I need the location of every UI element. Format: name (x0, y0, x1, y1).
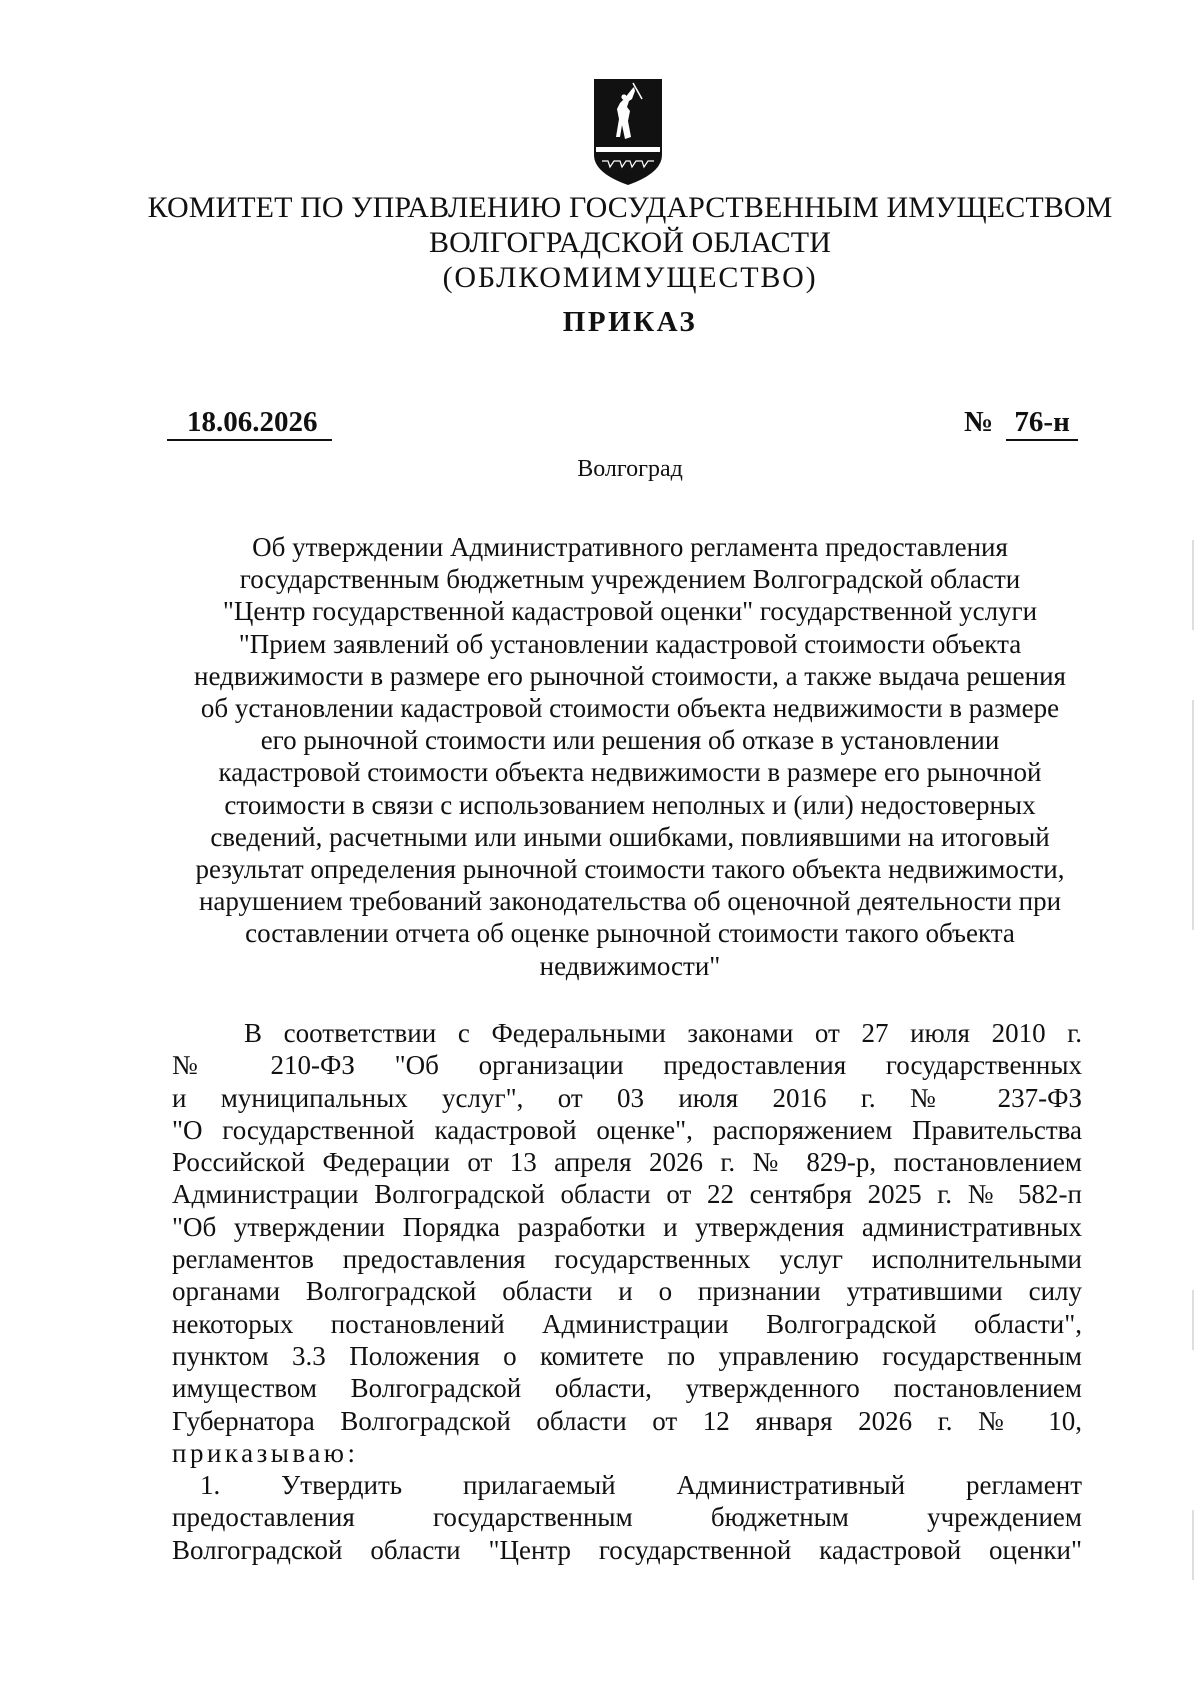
organization-short-name: (ОБЛКОМИМУЩЕСТВО) (442, 261, 818, 294)
title-line: "Центр государственной кадастровой оценки" государственной услуги (222, 596, 1038, 627)
body-line: № 210-ФЗ "Об организации предоставления государственных (172, 1050, 1082, 1081)
title-line: результат определения рыночной стоимости такого объекта недвижимости, (195, 854, 1065, 885)
body-line: и муниципальных услуг", от 03 июля 2016 г. № 237-ФЗ (172, 1082, 1082, 1113)
title-line: его рыночной стоимости или решения об отказе в установлении (260, 725, 1000, 756)
scan-artifact (1192, 700, 1194, 930)
title-line: недвижимости" (539, 950, 721, 981)
body-line: В соответствии с Федеральными законами от 27 июля 2010 г. (244, 1018, 1082, 1048)
document-number-value: 76-н (1006, 406, 1077, 441)
document-date-value: 18.06.2026 (167, 406, 332, 441)
title-line: недвижимости в размере его рыночной стоимости, а также выдача решения (194, 660, 1066, 691)
title-line: нарушением требований законодательства об оценочной деятельности при (198, 886, 1062, 917)
organization-name-line-1: КОМИТЕТ ПО УПРАВЛЕНИЮ ГОСУДАРСТВЕННЫМ ИМУЩЕСТВОМ (147, 191, 1113, 224)
body-line-item-1: 1. Утвердить прилагаемый Административный регламент (200, 1470, 1082, 1501)
document-date (167, 406, 332, 439)
body-line: органами Волгоградской области и о признании утратившими силу (172, 1276, 1082, 1307)
coat-of-arms-emblem (592, 77, 664, 187)
body-line: "О государственной кадастровой оценке", распоряжением Правительства (172, 1114, 1082, 1145)
document-body (172, 1017, 1082, 1566)
title-line: составлении отчета об оценке рыночной стоимости такого объекта (245, 918, 1015, 949)
document-title (150, 531, 1110, 982)
body-line: Волгоградской области "Центр государственной кадастровой оценки" (172, 1534, 1082, 1565)
document-number (964, 406, 1078, 439)
title-line: государственным бюджетным учреждением Волгоградской области (239, 564, 1021, 595)
body-line-order-verb: приказываю: (172, 1437, 359, 1468)
document-type: ПРИКАЗ (562, 306, 698, 338)
body-line: "Об утверждении Порядка разработки и утверждения административных (172, 1211, 1082, 1242)
title-line: сведений, расчетными или иными ошибками, повлиявшими на итоговый (210, 821, 1050, 852)
scan-artifact (1192, 1290, 1194, 1350)
organization-header (140, 190, 1120, 295)
body-line: имуществом Волгоградской области, утвержденного постановлением (172, 1373, 1082, 1404)
number-sign: № (964, 406, 994, 438)
title-line: "Прием заявлений об установлении кадастровой стоимости объекта (238, 628, 1022, 659)
scan-artifact (1192, 540, 1194, 630)
organization-name-line-2: ВОЛГОГРАДСКОЙ ОБЛАСТИ (429, 226, 831, 259)
body-line: пунктом 3.3 Положения о комитете по управлению государственным (172, 1340, 1082, 1371)
title-line: об установлении кадастровой стоимости объекта недвижимости в размере (200, 693, 1060, 724)
scan-artifact (1192, 1510, 1194, 1580)
body-line: предоставления государственным бюджетным учреждением (172, 1502, 1082, 1533)
body-line: Российской Федерации от 13 апреля 2026 г. № 829-р, постановлением (172, 1147, 1082, 1178)
title-line: стоимости в связи с использованием неполных и (или) недостоверных (224, 789, 1036, 820)
title-line: кадастровой стоимости объекта недвижимости в размере его рыночной (218, 757, 1042, 788)
body-line: Администрации Волгоградской области от 22 сентября 2025 г. № 582-п (172, 1179, 1082, 1210)
body-line: регламентов предоставления государственных услуг исполнительными (172, 1244, 1082, 1275)
body-line: Губернатора Волгоградской области от 12 января 2026 г. № 10, (172, 1405, 1082, 1436)
document-city: Волгоград (577, 456, 683, 482)
body-line: некоторых постановлений Администрации Волгоградской области", (172, 1308, 1082, 1339)
title-line: Об утверждении Административного регламента предоставления (252, 532, 1008, 562)
